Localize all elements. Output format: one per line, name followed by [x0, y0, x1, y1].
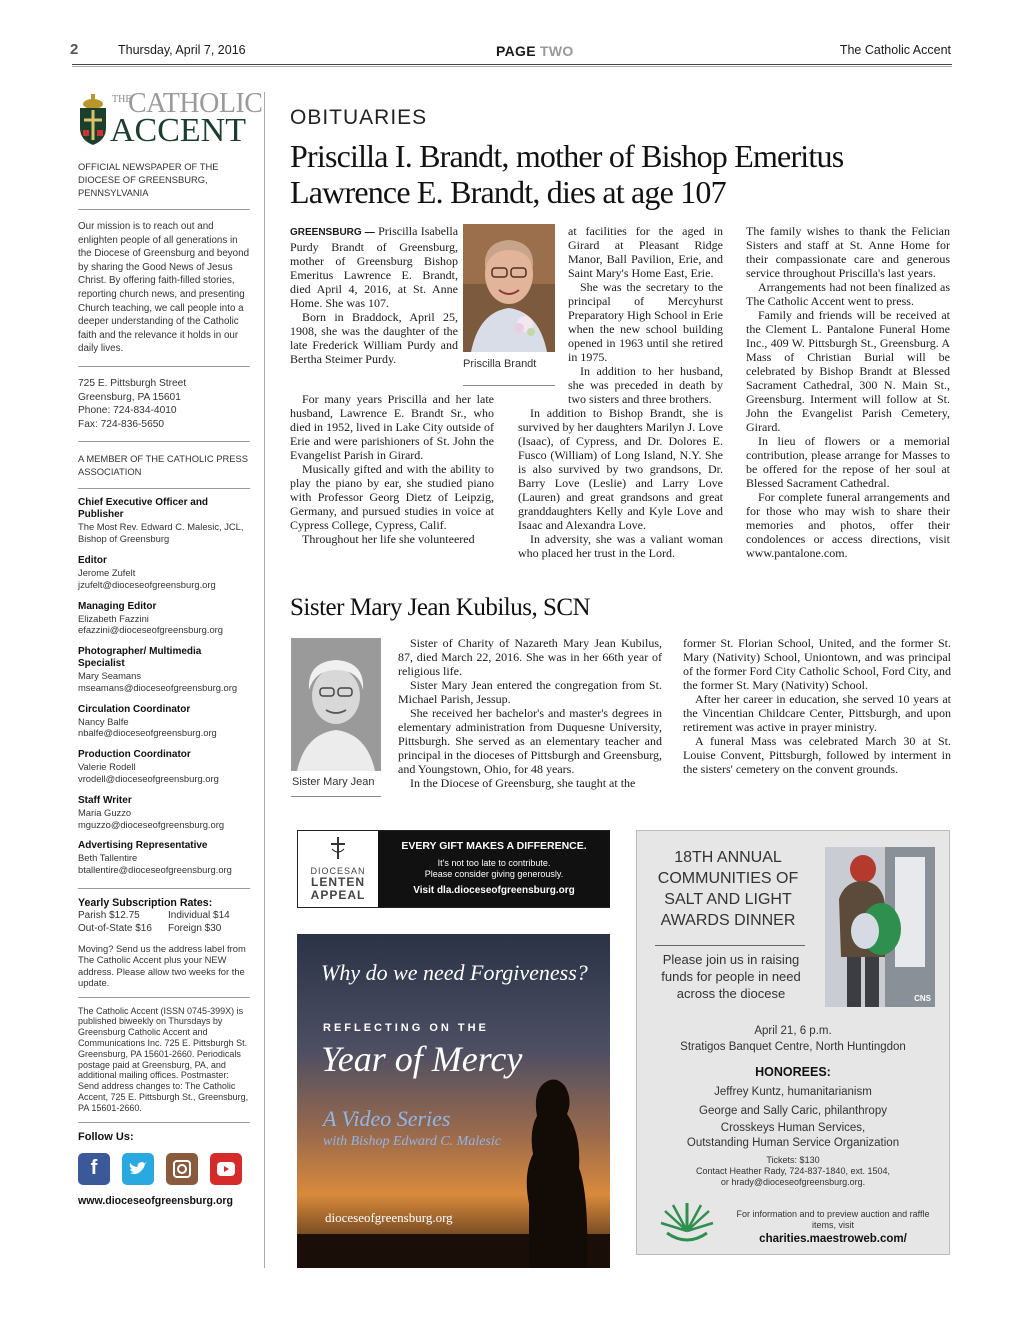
staff-email[interactable]: vrodell@dioceseofgreensburg.org — [78, 773, 219, 785]
lenten-headline: EVERY GIFT MAKES A DIFFERENCE. — [401, 840, 587, 852]
dinner-venue: Stratigos Banquet Centre, North Huntingdon — [680, 1041, 906, 1053]
auction-url-link[interactable]: charities.maestroweb.com/ — [759, 1233, 907, 1245]
follow-us-title: Follow Us: — [78, 1130, 134, 1143]
logo-the: THE — [112, 94, 132, 105]
staff-role: Advertising Representative — [78, 840, 208, 852]
honoree: Outstanding Human Service Organization — [686, 1137, 900, 1149]
office-address — [78, 377, 250, 431]
dinner-date: April 21, 6 p.m. — [754, 1025, 832, 1037]
year-of-mercy-video-ad[interactable] — [297, 934, 610, 1268]
dinner-title-line: SALT AND LIGHT — [664, 891, 792, 908]
sidebar-rule — [78, 997, 250, 998]
contact-email[interactable]: or hrady@dioceseofgreensburg.org. — [720, 1177, 866, 1187]
issn-statement: The Catholic Accent (ISSN 0745-399X) is published biweekly on Thursdays by Greensburg Catholic Accent and Communications Inc. 725 E. Pittsburgh St. Greensburg, PA 15601-2660. Periodicals postage paid at Greensburg, PA, and additional mailing offices. Postmaster: Send address changes to: The Catholic Accent, 725 E. Pittsburgh St., Greensburg, PA 15601-2660. — [78, 1005, 249, 1113]
staff-entry — [78, 795, 250, 831]
section-word-two: TWO — [540, 43, 574, 59]
article-paragraph: In addition to her husband, she was preceded in death by two sisters and three brothers. — [568, 364, 723, 406]
staff-name: Maria Guzzo — [78, 806, 132, 818]
staff-entry — [78, 555, 250, 591]
press-association-member: A MEMBER OF THE CATHOLIC PRESS ASSOCIATION — [78, 453, 248, 478]
sidebar-rule — [78, 209, 250, 210]
article1-column-2-upper — [568, 224, 723, 364]
sidebar-rule — [78, 366, 250, 367]
header-rule — [72, 64, 952, 65]
photo-credit: CNS — [914, 994, 931, 1003]
video-question: Why do we need Forgiveness? — [321, 960, 588, 985]
video-year-of-mercy: Year of Mercy — [321, 1039, 523, 1079]
lenten-line-1: It's not too late to contribute. — [437, 858, 551, 868]
dinner-photo — [825, 847, 935, 1007]
moving-notice: Moving? Send us the address label from The Catholic Accent plus your NEW address. Please allow two weeks for the update. — [78, 943, 246, 989]
section-title — [496, 43, 574, 59]
communities-logo-icon — [659, 1201, 715, 1247]
photo-caption-2: Sister Mary Jean — [292, 776, 375, 788]
article-paragraph: at facilities for the aged in Girard at Pleasant Ridge Manor, Ball Pavilion, Erie, and Saint Mary's Home East, Erie. — [568, 224, 723, 280]
article-paragraph: Arrangements had not been finalized as The Catholic Accent went to press. — [746, 280, 950, 308]
staff-email[interactable]: btallentire@dioceseofgreensburg.org — [78, 864, 232, 876]
video-series-title: A Video Series — [323, 1106, 451, 1131]
subscription-title: Yearly Subscription Rates: — [78, 897, 213, 910]
article-paragraph: Family and friends will be received at the Clement L. Pantalone Funeral Home Inc., 409 W. Pittsburgh St., Greensburg. A Mass of Christian Burial will be celebrated by Bishop Brandt at Blessed Sacrament Cathedral, 300 N. Main St., Greensburg. Interment will follow at St. John the Evangelist Parish Cemetery, Girard. — [746, 308, 950, 434]
photo-caption: Priscilla Brandt — [463, 358, 537, 370]
staff-role: Circulation Coordinator — [78, 703, 191, 715]
sidebar-divider — [264, 92, 265, 1268]
staff-entry — [78, 749, 250, 785]
article1-column-1-lower — [290, 392, 494, 546]
staff-detail: Bishop of Greensburg — [78, 533, 170, 545]
lenten-appeal-message — [378, 831, 610, 907]
staff-role: Photographer/ Multimedia Specialist — [78, 646, 202, 670]
article-paragraph: For many years Priscilla and her late husband, Lawrence E. Brandt Sr., who died in 1952, lived in Lake City outside of Erie and were parishioners of St. John the Evangelist Parish in Girard. — [290, 392, 494, 462]
logo-catholic: CATHOLIC — [128, 88, 263, 119]
social-links — [78, 1153, 250, 1185]
article-paragraph: Born in Braddock, April 25, 1908, she was the daughter of the late Frederick William Purdy and Bertha Steimer Purdy. — [290, 310, 458, 366]
staff-entry — [78, 704, 250, 740]
honoree: Crosskeys Human Services, — [720, 1122, 866, 1134]
dinner-title-rule — [655, 945, 805, 946]
staff-name: Jerome Zufelt — [78, 566, 136, 578]
lenten-appeal-ad[interactable] — [297, 830, 610, 908]
article-paragraph: A funeral Mass was celebrated March 30 at St. Louise Convent, Pittsburgh, followed by interment in the sisters' cemetery on the convent grounds. — [683, 734, 951, 776]
article-paragraph: In adversity, she was a valiant woman who placed her trust in the Lord. — [518, 532, 723, 560]
staff-name: Mary Seamans — [78, 670, 142, 682]
header-rule-secondary — [72, 66, 952, 67]
article-paragraph: former St. Florian School, United, and the former St. Mary (Nativity) School, Uniontown, and was principal of the former Ford City Catholic School, Ford City, and the former St. Mary (Nativity) School. — [683, 636, 951, 692]
article-paragraph — [290, 224, 458, 310]
article-paragraph: In lieu of flowers or a memorial contribution, please arrange for Masses to be offered for the repose of her soul at Blessed Sacrament Cathedral. — [746, 434, 950, 490]
website-link[interactable]: www.dioceseofgreensburg.org — [78, 1194, 234, 1207]
video-with-bishop: with Bishop Edward C. Malesic — [323, 1134, 501, 1149]
dinner-title-line: 18TH ANNUAL — [674, 849, 782, 866]
honorees-list — [637, 1083, 949, 1151]
staff-entry — [78, 646, 250, 694]
lenten-cta-link[interactable]: Visit dla.dioceseofgreensburg.org — [413, 885, 575, 896]
official-newspaper-tagline: OFFICIAL NEWSPAPER OF THE DIOCESE OF GREENSBURG, PENNSYLVANIA — [78, 161, 219, 198]
article-paragraph: In addition to Bishop Brandt, she is survived by her daughters Marilyn J. Love (Isaac), of Cypress, and Dr. Dolores E. Fusco (William) of Long Island, N.Y. She is also survived by two grandsons, Dr. Barry Love (Leslie) and Larry Love (Lauren) and great grandsons and great granddaughters Kelly and Kyle Love and Isaac and Alexandra Love. — [518, 406, 723, 532]
lenten-appeal-logo — [298, 831, 378, 907]
obituary-headline-2: Sister Mary Jean Kubilus, SCN — [290, 594, 591, 621]
caption-rule — [291, 796, 381, 797]
sidebar-rule — [78, 1122, 250, 1123]
article-paragraph: Sister Mary Jean entered the congregation from St. Michael Parish, Jessup. — [398, 678, 662, 706]
rate-individual: Individual $14 — [168, 910, 230, 922]
article-paragraph: After her career in education, she served 10 years at the Vincentian Childcare Center, Pittsburgh, and upon retirement was active in prayer ministry. — [683, 692, 951, 734]
sister-mary-jean-photo — [291, 638, 381, 771]
diocese-seal-icon — [78, 94, 108, 146]
dinner-join-text: Please join us in raising funds for people in need across the diocese — [661, 952, 801, 1001]
lenten-brand-line: DIOCESAN — [310, 866, 366, 876]
rate-parish: Parish $12.75 — [78, 910, 140, 922]
issue-date: Thursday, April 7, 2016 — [118, 43, 246, 57]
article-paragraph: She received her bachelor's and master's degrees in elementary administration from Duquesne University, Pittsburgh. She served as an elementary teacher and principal in the dioceses of Pittsburgh and Greensburg, and Youngstown, Ohio, for 48 years. — [398, 706, 662, 776]
address-city: Greensburg, PA 15601 — [78, 391, 181, 403]
honoree: Jeffrey Kuntz, humanitarianism — [714, 1086, 872, 1098]
article-paragraph: Throughout her life she volunteered — [302, 532, 475, 546]
paragraph-text: Priscilla Isabella Purdy Brandt of Greensburg, mother of Greensburg Bishop Emeritus Lawrence E. Brandt, died April 4, 2016, at St. Anne Home. She was 107. — [290, 224, 459, 310]
article-paragraph: Musically gifted and with the ability to play the piano by ear, she studied piano with Professor Georg Dietz of Leipzig, Germany, and pursued studies in voice at Cypress College, Cypress, Calif. — [290, 462, 494, 532]
article2-column-1 — [398, 636, 662, 790]
auction-info: For information and to preview auction and raffle items, visit — [736, 1209, 930, 1230]
lenten-brand-line: APPEAL — [310, 888, 366, 902]
lenten-brand-line: LENTEN — [311, 875, 365, 889]
staff-role: Editor — [78, 554, 107, 566]
article1-column-3 — [746, 224, 950, 560]
video-url-link[interactable]: dioceseofgreensburg.org — [325, 1210, 453, 1225]
tickets-price: Tickets: $130 — [766, 1155, 820, 1165]
publication-name: The Catholic Accent — [839, 43, 951, 57]
page-number: 2 — [70, 41, 79, 58]
staff-name: Elizabeth Fazzini — [78, 612, 149, 624]
mission-statement: Our mission is to reach out and enlighten people of all generations in the Diocese of Greensburg and beyond by sharing the Good News of Jesus Christ. By offering faith-filled stories, reporting church news, and presenting Church teaching, we call people into a deeper understanding of the Catholic faith and the relevance it holds in our daily lives. — [78, 221, 250, 355]
article-paragraph: The family wishes to thank the Felician Sisters and staff at St. Anne Home for their compassionate care and generous service throughout Priscilla's last years. — [746, 224, 950, 280]
instagram-icon[interactable] — [166, 1153, 198, 1185]
article-paragraph: In the Diocese of Greensburg, she taught at the — [410, 776, 636, 790]
staff-name: Nancy Balfe — [78, 715, 129, 727]
twitter-icon[interactable] — [122, 1153, 154, 1185]
awards-dinner-ad[interactable] — [636, 830, 950, 1255]
dinner-title-line: AWARDS DINNER — [660, 912, 796, 929]
video-reflecting: REFLECTING ON THE — [323, 1022, 489, 1034]
obituary-headline: Priscilla I. Brandt, mother of Bishop Emeritus Lawrence E. Brandt, dies at age 107 — [290, 138, 844, 210]
staff-entry — [78, 601, 250, 637]
address-street: 725 E. Pittsburgh Street — [78, 377, 187, 389]
contact-line: Contact Heather Rady, 724-837-1840, ext. 1504, — [696, 1166, 890, 1176]
staff-role: Chief Executive Officer and Publisher — [78, 497, 209, 521]
article-paragraph: Sister of Charity of Nazareth Mary Jean Kubilus, 87, died March 22, 2016. She was in her 66th year of religious life. — [398, 636, 662, 678]
staff-entry — [78, 497, 250, 545]
staff-email[interactable]: mguzzo@dioceseofgreensburg.org — [78, 818, 225, 830]
masthead-logo — [78, 88, 263, 152]
staff-email[interactable]: jzufelt@dioceseofgreensburg.org — [78, 578, 216, 590]
staff-list — [78, 497, 250, 876]
dinner-title — [647, 847, 809, 931]
staff-name: The Most Rev. Edward C. Malesic, JCL, — [78, 521, 244, 533]
logo-accent: ACCENT — [110, 112, 246, 149]
dinner-title-line: COMMUNITIES OF — [657, 870, 799, 887]
address-fax: Fax: 724-836-5650 — [78, 418, 165, 430]
staff-role: Staff Writer — [78, 794, 132, 806]
sidebar-rule — [78, 441, 250, 442]
staff-name: Beth Tallentire — [78, 852, 138, 864]
sidebar-rule — [78, 488, 250, 489]
staff-role: Production Coordinator — [78, 749, 191, 761]
masthead-sidebar — [78, 88, 263, 1207]
staff-email[interactable]: nbalfe@dioceseofgreensburg.org — [78, 727, 217, 739]
section-label: OBITUARIES — [290, 106, 428, 129]
dateline: GREENSBURG — — [290, 227, 375, 238]
article2-column-2 — [683, 636, 951, 776]
rate-foreign: Foreign $30 — [168, 923, 222, 935]
staff-entry — [78, 840, 250, 876]
staff-role: Managing Editor — [78, 600, 157, 612]
subscription-rates — [78, 909, 250, 935]
dinner-tickets-contact — [637, 1155, 949, 1188]
staff-name: Valerie Rodell — [78, 761, 136, 773]
article-paragraph: She was the secretary to the principal of Mercyhurst Preparatory High School in Erie when the new school building opened in 1963 until she retired in 1975. — [568, 280, 723, 364]
section-word-page: PAGE — [496, 43, 536, 59]
rate-out-of-state: Out-of-State $16 — [78, 923, 152, 935]
staff-email[interactable]: mseamans@dioceseofgreensburg.org — [78, 681, 238, 693]
address-phone: Phone: 724-834-4010 — [78, 405, 177, 417]
honoree: George and Sally Caric, philanthropy — [699, 1105, 887, 1117]
staff-email[interactable]: efazzini@dioceseofgreensburg.org — [78, 624, 224, 636]
sidebar-rule — [78, 888, 250, 889]
honorees-title: HONOREES: — [755, 1065, 831, 1079]
article1-column-2-lower — [518, 364, 723, 560]
priscilla-brandt-photo — [463, 224, 555, 352]
cross-icon — [328, 835, 348, 861]
article-paragraph: For complete funeral arrangements and for those who may wish to share their memories and photos, offer their condolences or access directions, visit www.pantalone.com. — [746, 490, 950, 560]
facebook-icon[interactable]: f — [78, 1153, 110, 1185]
article1-column-1 — [290, 224, 458, 366]
lenten-line-2: Please consider giving generously. — [424, 869, 564, 879]
youtube-icon[interactable] — [210, 1153, 242, 1185]
